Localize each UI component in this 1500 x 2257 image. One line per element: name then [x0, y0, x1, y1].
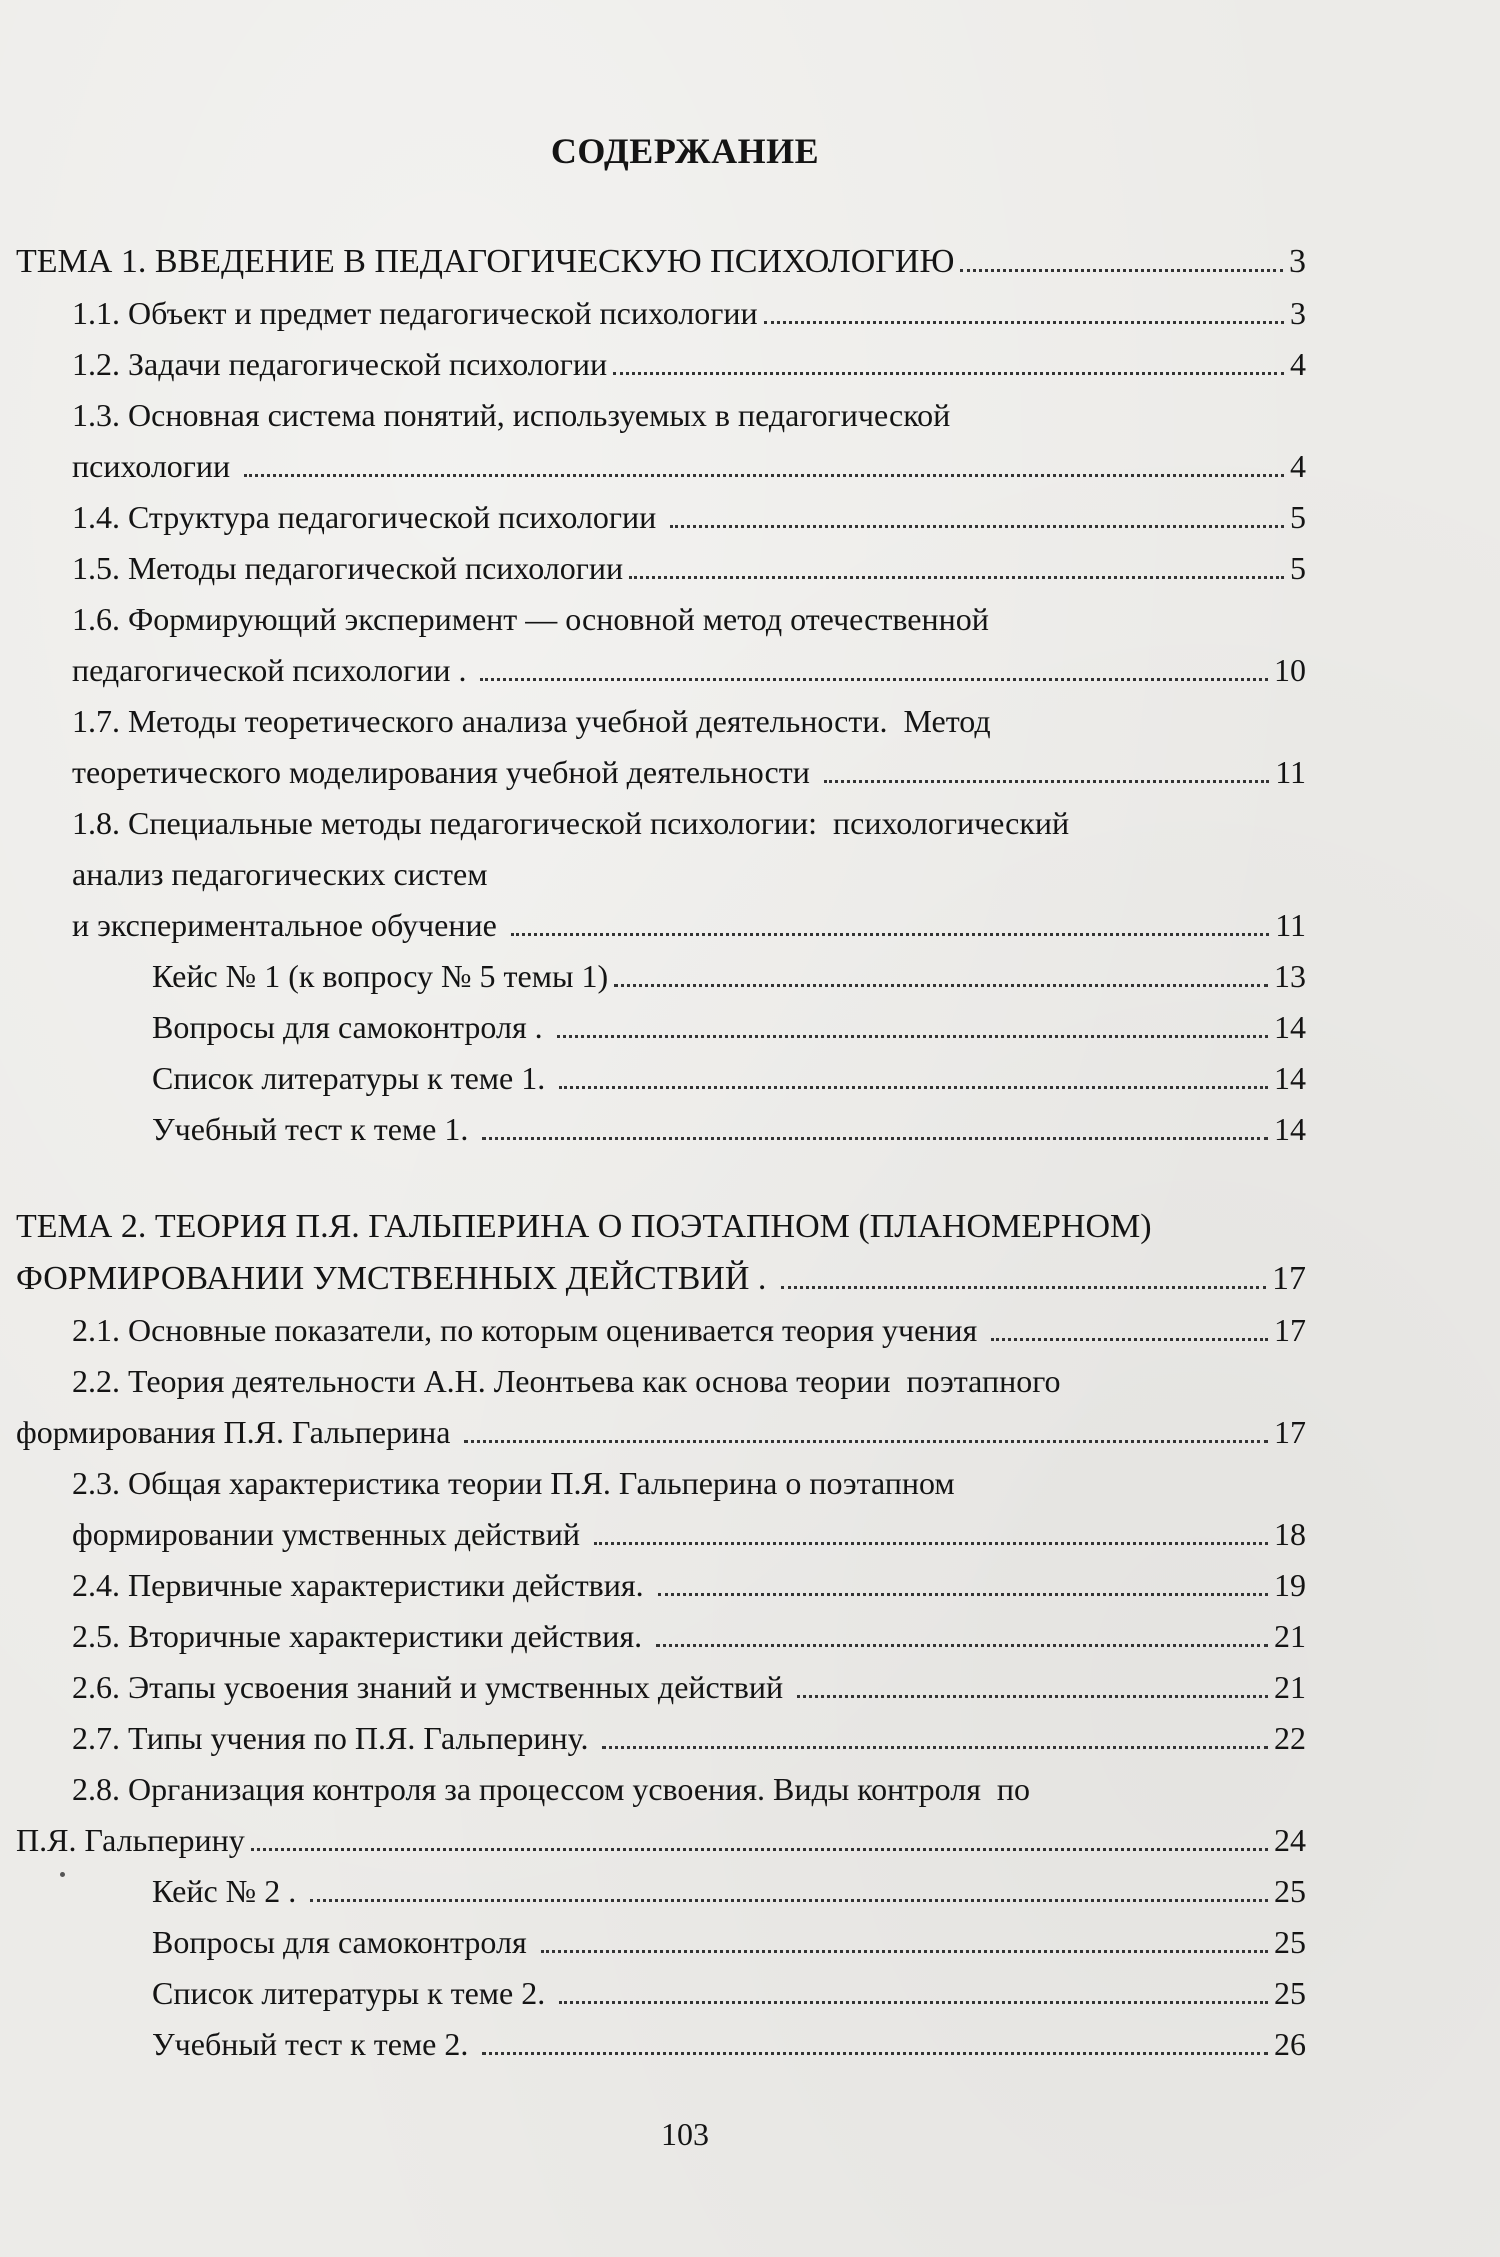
- toc-item-title: Список литературы к теме 2.: [152, 1975, 554, 2011]
- dot-leader: [764, 321, 1284, 324]
- toc-item-title: П.Я. Гальперину: [16, 1822, 245, 1858]
- toc-item-1-4[interactable]: [16, 492, 1306, 543]
- dot-leader: [557, 1035, 1268, 1038]
- dot-leader: [658, 1593, 1268, 1596]
- table-of-contents: [16, 236, 1306, 2070]
- toc-self-check-1[interactable]: [16, 1002, 1306, 1053]
- page-number: 103: [661, 2116, 709, 2152]
- dot-leader: [602, 1746, 1268, 1749]
- toc-item-title: 1.5. Методы педагогической психологии: [72, 550, 624, 586]
- toc-item-1-1[interactable]: [16, 288, 1306, 339]
- dot-leader: [781, 1286, 1266, 1289]
- toc-topic-2-title: ФОРМИРОВАНИИ УМСТВЕННЫХ ДЕЙСТВИЙ .: [16, 1260, 775, 1297]
- toc-page-number: 26: [1274, 2026, 1306, 2062]
- toc-test-1[interactable]: [16, 1104, 1306, 1155]
- toc-page-number: 11: [1275, 907, 1306, 943]
- toc-literature-1[interactable]: [16, 1053, 1306, 1104]
- toc-item-1-7[interactable]: [16, 747, 1306, 798]
- toc-item-title: Учебный тест к теме 2.: [152, 2026, 477, 2062]
- toc-page-number: 4: [1290, 346, 1306, 382]
- toc-page-number: 17: [1272, 1260, 1306, 1297]
- toc-item-title: 1.1. Объект и предмет педагогической психологии: [72, 295, 758, 331]
- toc-page-number: 25: [1274, 1873, 1306, 1909]
- dot-leader: [629, 576, 1284, 579]
- page-title: СОДЕРЖАНИЕ: [550, 131, 820, 171]
- toc-item-title: Вопросы для самоконтроля: [152, 1924, 535, 1960]
- toc-topic-1[interactable]: [16, 236, 1306, 288]
- toc-item-title: педагогической психологии .: [72, 652, 475, 688]
- toc-case-1[interactable]: [16, 951, 1306, 1002]
- toc-item-title: формировании умственных действий: [72, 1516, 588, 1552]
- toc-item-title: психологии: [72, 448, 239, 484]
- toc-item-1-2[interactable]: [16, 339, 1306, 390]
- toc-item-title: Кейс № 2 .: [152, 1873, 305, 1909]
- toc-page-number: 22: [1274, 1720, 1306, 1756]
- toc-page-number: 17: [1274, 1414, 1306, 1450]
- toc-item-title: Учебный тест к теме 1.: [152, 1111, 477, 1147]
- toc-page-number: 14: [1274, 1009, 1306, 1045]
- stray-mark: [60, 1872, 65, 1877]
- toc-page-number: 21: [1274, 1669, 1306, 1705]
- dot-leader: [464, 1440, 1268, 1443]
- dot-leader: [559, 2001, 1268, 2004]
- toc-page-number: 14: [1274, 1111, 1306, 1147]
- dot-leader: [594, 1542, 1268, 1545]
- dot-leader: [480, 678, 1268, 681]
- toc-item-2-5[interactable]: [16, 1611, 1306, 1662]
- dot-leader: [482, 2052, 1268, 2055]
- dot-leader: [244, 474, 1284, 477]
- dot-leader: [251, 1848, 1268, 1851]
- toc-page-number: 19: [1274, 1567, 1306, 1603]
- dot-leader: [991, 1338, 1268, 1341]
- toc-page-number: 21: [1274, 1618, 1306, 1654]
- dot-leader: [960, 269, 1283, 272]
- toc-item-2-2-line1: 2.2. Теория деятельности А.Н. Леонтьева как основа теории поэтапного: [72, 1363, 1061, 1399]
- toc-item-2-4[interactable]: [16, 1560, 1306, 1611]
- toc-item-2-7[interactable]: [16, 1713, 1306, 1764]
- toc-topic-2-line1: ТЕМА 2. ТЕОРИЯ П.Я. ГАЛЬПЕРИНА О ПОЭТАПНОМ (ПЛАНОМЕРНОМ): [16, 1208, 1152, 1245]
- toc-page-number: 18: [1274, 1516, 1306, 1552]
- toc-page-number: 14: [1274, 1060, 1306, 1096]
- dot-leader: [797, 1695, 1268, 1698]
- toc-item-title: 1.4. Структура педагогической психологии: [72, 499, 665, 535]
- toc-page-number: 13: [1274, 958, 1306, 994]
- dot-leader: [511, 933, 1269, 936]
- toc-item-2-6[interactable]: [16, 1662, 1306, 1713]
- toc-page-number: 25: [1274, 1924, 1306, 1960]
- toc-page-number: 10: [1274, 652, 1306, 688]
- toc-page-number: 11: [1275, 754, 1306, 790]
- toc-case-2[interactable]: [16, 1866, 1306, 1917]
- toc-item-2-8-line1: 2.8. Организация контроля за процессом усвоения. Виды контроля по: [72, 1771, 1031, 1807]
- dot-leader: [541, 1950, 1268, 1953]
- toc-item-title: 2.6. Этапы усвоения знаний и умственных действий: [72, 1669, 792, 1705]
- toc-item-title: теоретического моделирования учебной деятельности: [72, 754, 818, 790]
- toc-test-2[interactable]: [16, 2019, 1306, 2070]
- toc-item-title: Кейс № 1 (к вопросу № 5 темы 1): [152, 958, 609, 994]
- toc-literature-2[interactable]: [16, 1968, 1306, 2019]
- toc-page-number: 3: [1289, 243, 1306, 280]
- toc-item-2-1[interactable]: [16, 1305, 1306, 1356]
- toc-item-title: 2.1. Основные показатели, по которым оценивается теория учения: [72, 1312, 986, 1348]
- toc-item-title: 2.5. Вторичные характеристики действия.: [72, 1618, 651, 1654]
- toc-item-1-7-line1: 1.7. Методы теоретического анализа учебной деятельности. Метод: [72, 703, 991, 739]
- toc-page-number: 24: [1274, 1822, 1306, 1858]
- toc-item-1-6-line1: 1.6. Формирующий эксперимент — основной метод отечественной: [72, 601, 989, 637]
- toc-item-2-2[interactable]: [16, 1407, 1306, 1458]
- toc-page-number: 5: [1290, 550, 1306, 586]
- toc-item-1-5[interactable]: [16, 543, 1306, 594]
- dot-leader: [559, 1086, 1268, 1089]
- toc-item-title: формирования П.Я. Гальперина: [16, 1414, 459, 1450]
- toc-item-1-8-line2: анализ педагогических систем: [72, 856, 488, 892]
- toc-page-number: 17: [1274, 1312, 1306, 1348]
- toc-item-2-3[interactable]: [16, 1509, 1306, 1560]
- toc-item-1-6[interactable]: [16, 645, 1306, 696]
- toc-item-title: 2.4. Первичные характеристики действия.: [72, 1567, 652, 1603]
- section-spacer: [16, 1155, 1306, 1201]
- toc-topic-1-title: ТЕМА 1. ВВЕДЕНИЕ В ПЕДАГОГИЧЕСКУЮ ПСИХОЛОГИЮ: [16, 243, 955, 280]
- toc-page-number: 25: [1274, 1975, 1306, 2011]
- toc-item-2-3-line1: 2.3. Общая характеристика теории П.Я. Гальперина о поэтапном: [72, 1465, 955, 1501]
- toc-item-title: 2.7. Типы учения по П.Я. Гальперину.: [72, 1720, 597, 1756]
- toc-item-title: Список литературы к теме 1.: [152, 1060, 554, 1096]
- dot-leader: [824, 780, 1269, 783]
- toc-item-2-8[interactable]: [16, 1815, 1306, 1866]
- toc-item-1-8[interactable]: [16, 900, 1306, 951]
- dot-leader: [670, 525, 1284, 528]
- toc-page-number: 4: [1290, 448, 1306, 484]
- toc-item-1-8-line1: 1.8. Специальные методы педагогической психологии: психологический: [72, 805, 1070, 841]
- toc-item-title: и экспериментальное обучение: [72, 907, 505, 943]
- dot-leader: [613, 372, 1284, 375]
- dot-leader: [614, 984, 1268, 987]
- toc-item-1-3[interactable]: [16, 441, 1306, 492]
- toc-page-number: 3: [1290, 295, 1306, 331]
- toc-item-title: 1.2. Задачи педагогической психологии: [72, 346, 608, 382]
- toc-self-check-2[interactable]: [16, 1917, 1306, 1968]
- dot-leader: [656, 1644, 1268, 1647]
- toc-page-number: 5: [1290, 499, 1306, 535]
- dot-leader: [310, 1899, 1268, 1902]
- toc-item-title: Вопросы для самоконтроля .: [152, 1009, 551, 1045]
- toc-item-1-3-line1: 1.3. Основная система понятий, используемых в педагогической: [72, 397, 951, 433]
- dot-leader: [482, 1137, 1268, 1140]
- toc-topic-2[interactable]: [16, 1253, 1306, 1305]
